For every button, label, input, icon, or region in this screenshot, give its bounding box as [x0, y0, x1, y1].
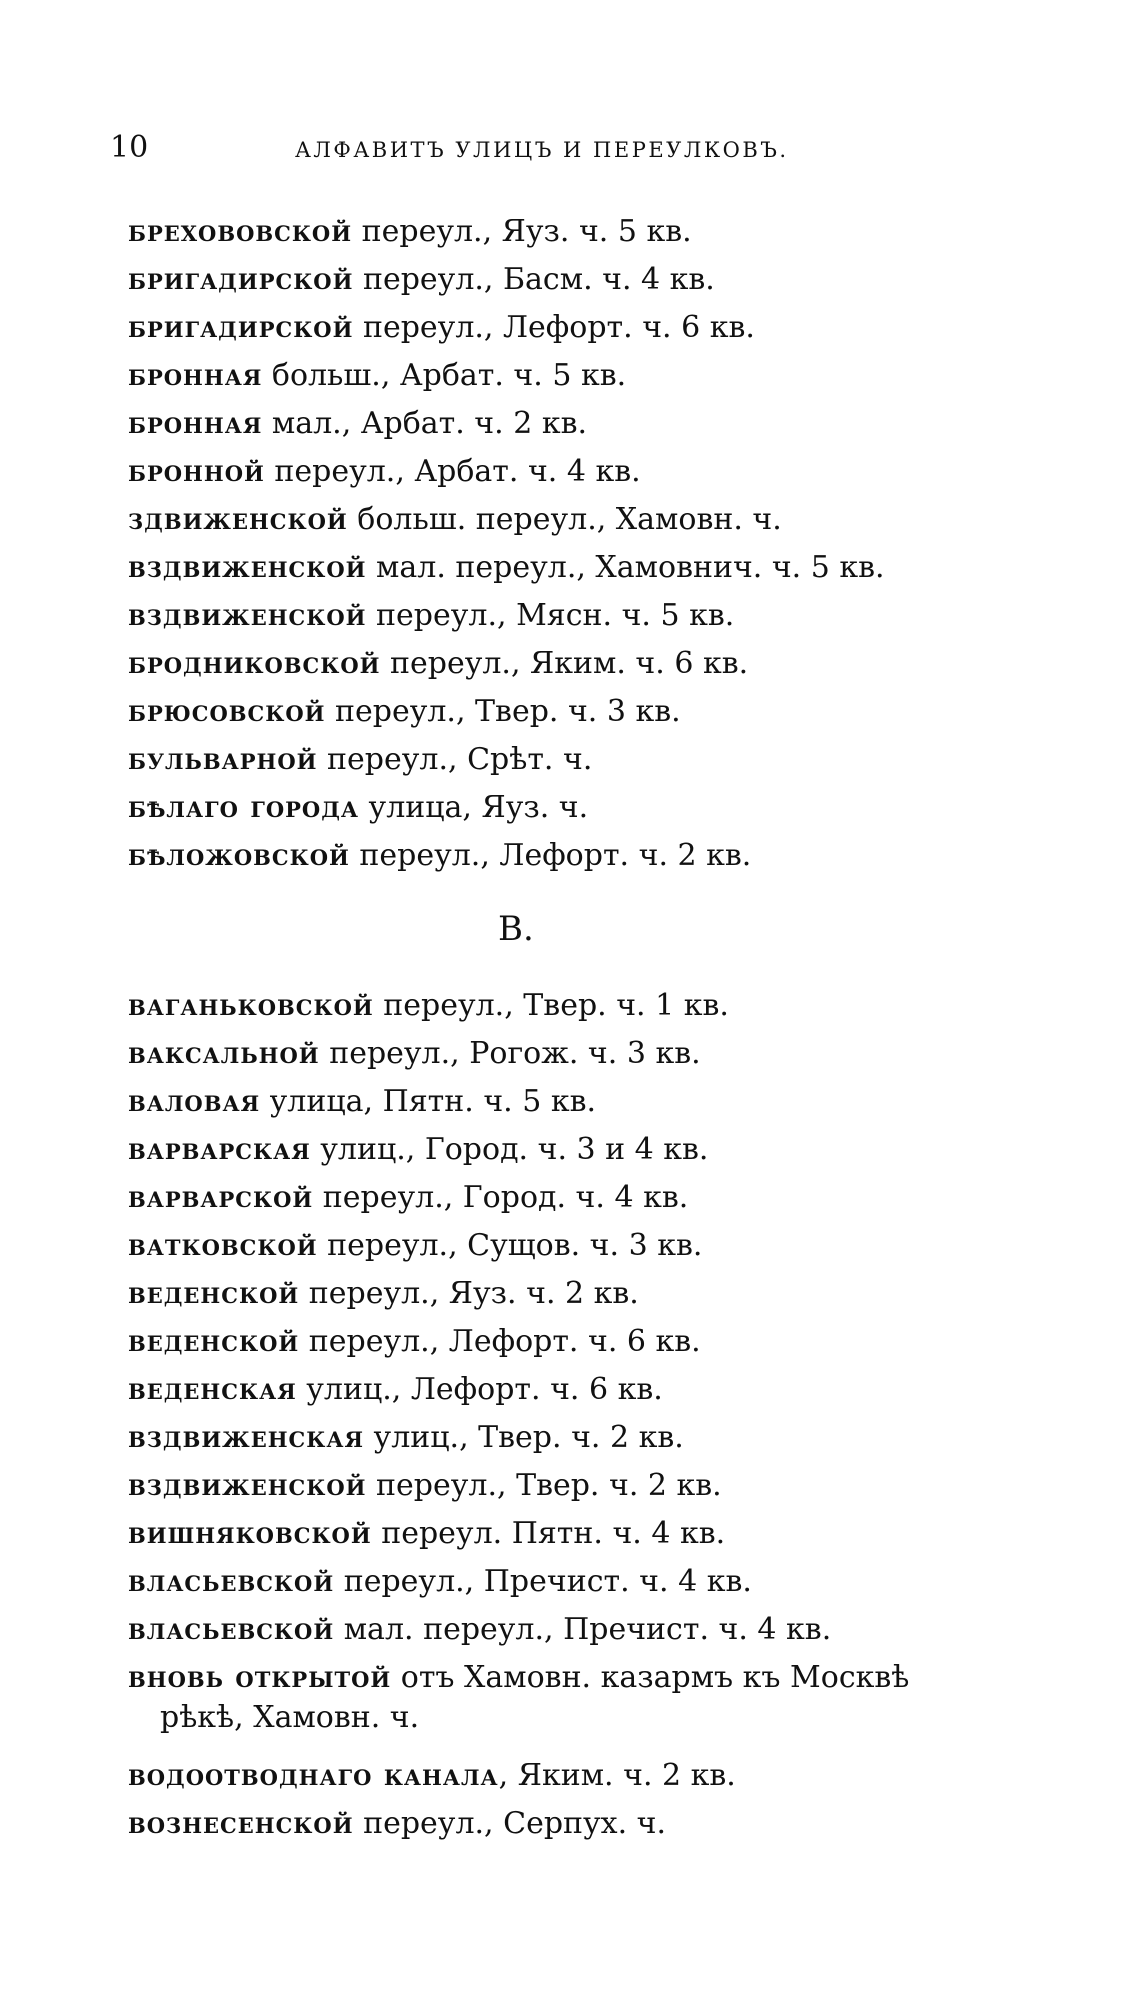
- list-item: [128, 1130, 708, 1170]
- street-name: бродниковской: [128, 646, 381, 681]
- street-name: брехововской: [128, 214, 353, 249]
- list-item: [128, 1466, 722, 1506]
- list-item: [128, 1034, 701, 1074]
- street-details: улица, Яуз. ч.: [359, 790, 589, 825]
- street-details: переул., Пречист. ч. 4 кв.: [334, 1564, 752, 1599]
- list-item: [128, 1562, 752, 1602]
- street-details: улиц., Твер. ч. 2 кв.: [364, 1420, 684, 1455]
- list-item: [128, 1322, 701, 1362]
- list-item: [128, 452, 641, 492]
- street-name: здвиженской: [128, 502, 348, 537]
- street-details: переул., Твер. ч. 2 кв.: [366, 1468, 722, 1503]
- street-details: переул., Мясн. ч. 5 кв.: [366, 598, 735, 633]
- street-name: бѣлаго города: [128, 790, 359, 825]
- street-details: больш., Арбат. ч. 5 кв.: [262, 358, 627, 393]
- street-details: переул., Город. ч. 4 кв.: [313, 1180, 689, 1215]
- street-details: переул., Лефорт. ч. 2 кв.: [349, 838, 752, 873]
- list-item: [128, 500, 782, 540]
- street-details: улиц., Лефорт. ч. 6 кв.: [296, 1372, 663, 1407]
- street-details: улица, Пятн. ч. 5 кв.: [260, 1084, 597, 1119]
- list-item: [128, 692, 681, 732]
- street-details: переул., Яуз. ч. 2 кв.: [299, 1276, 639, 1311]
- street-name: варварская: [128, 1132, 311, 1167]
- street-name: вздвиженской: [128, 598, 367, 633]
- list-item: [128, 740, 592, 780]
- street-name: вишняковской: [128, 1516, 372, 1551]
- street-details: , Яким. ч. 2 кв.: [498, 1758, 736, 1793]
- list-item: [128, 308, 755, 348]
- street-name: варварской: [128, 1180, 314, 1215]
- list-item: [128, 1514, 725, 1554]
- street-name: бѣложовской: [128, 838, 350, 873]
- street-name: водоотводнаго канала: [128, 1758, 499, 1793]
- street-name: бронной: [128, 454, 265, 489]
- list-item: [128, 1756, 736, 1796]
- list-item: [128, 1370, 663, 1410]
- street-details: переул., Срѣт. ч.: [317, 742, 593, 777]
- street-details: мал., Арбат. ч. 2 кв.: [262, 406, 588, 441]
- street-name: веденской: [128, 1324, 300, 1359]
- street-name: брюсовской: [128, 694, 326, 729]
- street-name: бронная: [128, 358, 263, 393]
- street-details-continuation: рѣкѣ, Хамовн. ч.: [160, 1700, 420, 1735]
- street-name: власьевской: [128, 1564, 335, 1599]
- list-item: [128, 836, 751, 876]
- street-details: переул., Серпух. ч.: [353, 1806, 667, 1841]
- street-details: переул., Рогож. ч. 3 кв.: [319, 1036, 701, 1071]
- list-item: [128, 1804, 666, 1844]
- list-item: [128, 548, 885, 588]
- list-item: [128, 260, 715, 300]
- section-heading-v: В.: [498, 909, 534, 949]
- list-item: [128, 356, 626, 396]
- street-name: ватковской: [128, 1228, 318, 1263]
- street-name: бригадирской: [128, 310, 354, 345]
- list-item: [128, 1178, 688, 1218]
- street-name: вздвиженская: [128, 1420, 364, 1455]
- street-details: переул., Яким. ч. 6 кв.: [380, 646, 749, 681]
- street-name: бронная: [128, 406, 263, 441]
- list-item: [128, 1082, 596, 1122]
- street-name: валовая: [128, 1084, 261, 1119]
- street-name: вздвиженской: [128, 1468, 367, 1503]
- street-name: бульварной: [128, 742, 318, 777]
- street-details: мал. переул., Хамовнич. ч. 5 кв.: [366, 550, 885, 585]
- street-name: вздвиженской: [128, 550, 367, 585]
- list-item: [128, 1610, 831, 1650]
- street-details: мал. переул., Пречист. ч. 4 кв.: [334, 1612, 832, 1647]
- list-item: [128, 596, 734, 636]
- street-details: отъ Хамовн. казармъ къ Москвѣ: [391, 1660, 910, 1695]
- street-details: переул. Пятн. ч. 4 кв.: [371, 1516, 726, 1551]
- list-item: [128, 644, 748, 684]
- street-details: переул., Арбат. ч. 4 кв.: [264, 454, 641, 489]
- list-item: [128, 404, 587, 444]
- street-details: переул., Басм. ч. 4 кв.: [353, 262, 715, 297]
- street-details: переул., Твер. ч. 1 кв.: [373, 988, 729, 1023]
- page-number: 10: [110, 130, 149, 165]
- street-name: ваганьковской: [128, 988, 374, 1023]
- street-details: улиц., Город. ч. 3 и 4 кв.: [310, 1132, 709, 1167]
- running-title: АЛФАВИТЪ УЛИЦЪ И ПЕРЕУЛКОВЪ.: [295, 138, 789, 162]
- street-details: переул., Яуз. ч. 5 кв.: [352, 214, 692, 249]
- street-details: больш. переул., Хамовн. ч.: [347, 502, 782, 537]
- street-details: переул., Сущов. ч. 3 кв.: [317, 1228, 703, 1263]
- list-item: [128, 788, 588, 828]
- street-name: власьевской: [128, 1612, 335, 1647]
- list-item: [128, 1418, 684, 1458]
- list-item: [128, 1274, 639, 1314]
- street-name: вознесенской: [128, 1806, 354, 1841]
- street-details: переул., Лефорт. ч. 6 кв.: [299, 1324, 701, 1359]
- list-item: [128, 212, 692, 252]
- list-item: [128, 1226, 702, 1266]
- street-name: ваксальной: [128, 1036, 320, 1071]
- street-details: переул., Твер. ч. 3 кв.: [325, 694, 681, 729]
- street-details: переул., Лефорт. ч. 6 кв.: [353, 310, 755, 345]
- street-name: веденская: [128, 1372, 297, 1407]
- running-head: [110, 128, 870, 168]
- list-item: [128, 1658, 909, 1738]
- street-name: бригадирской: [128, 262, 354, 297]
- street-name: веденской: [128, 1276, 300, 1311]
- street-name: вновь открытой: [128, 1660, 392, 1695]
- list-item: [128, 986, 729, 1026]
